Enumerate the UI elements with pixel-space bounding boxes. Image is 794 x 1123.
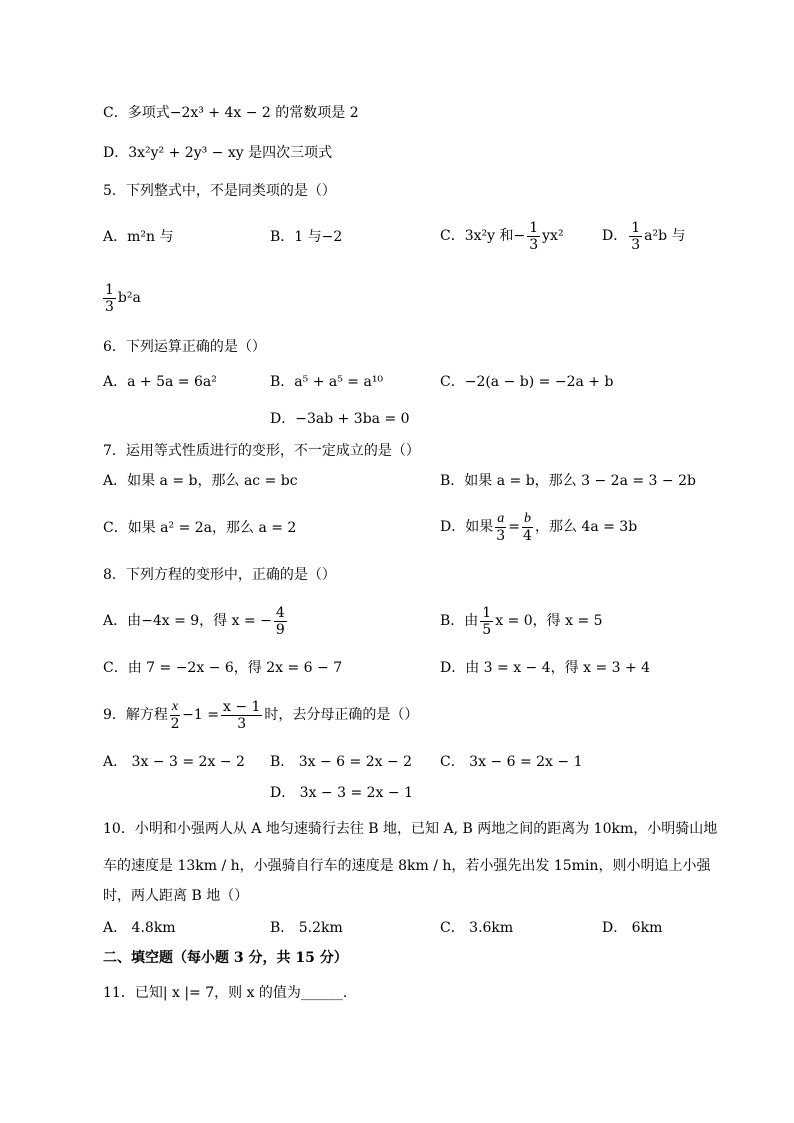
fraction-denominator: 2 bbox=[170, 715, 180, 732]
option-5c-suffix: yx² bbox=[542, 228, 564, 244]
section-heading-fill-in: 二、填空题（每小题 3 分，共 15 分） bbox=[103, 950, 348, 966]
option-5d-continued bbox=[101, 278, 141, 318]
fraction-numerator: 1 bbox=[482, 604, 492, 621]
fraction-denominator: 9 bbox=[275, 621, 285, 638]
question-9-mid: −1 = bbox=[182, 707, 219, 723]
option-4c: C．多项式−2x³ + 4x − 2 的常数项是 2 bbox=[103, 105, 359, 121]
option-4d: D．3x²y² + 2y³ − xy 是四次三项式 bbox=[103, 145, 333, 161]
option-5c bbox=[440, 216, 564, 256]
fraction-b-over-4 bbox=[522, 511, 533, 544]
option-8c: C．由 7 = −2x − 6，得 2x = 6 − 7 bbox=[103, 660, 343, 676]
question-9-prefix: 9．解方程 bbox=[103, 707, 168, 723]
option-5d-prefix: D． bbox=[602, 228, 628, 244]
option-8d: D．由 3 = x − 4，得 x = 3 + 4 bbox=[440, 660, 651, 676]
option-7d-prefix: D．如果 bbox=[440, 519, 494, 535]
question-10-line1: 10．小明和小强两人从 A 地匀速骑行去往 B 地，已知 A, B 两地之间的距离为 10km，小明骑山地 bbox=[103, 821, 718, 837]
fraction-numerator: 1 bbox=[631, 219, 641, 236]
fraction-numerator: 1 bbox=[105, 281, 114, 298]
fraction-denominator: 3 bbox=[105, 298, 114, 315]
question-10-line3: 时，两人距离 B 地（） bbox=[103, 888, 249, 904]
option-9a: A． 3x − 3 = 2x − 2 bbox=[103, 754, 245, 770]
question-9 bbox=[103, 695, 418, 735]
fraction-numerator: x bbox=[171, 698, 179, 714]
option-10d: D． 6km bbox=[602, 920, 663, 936]
question-7: 7．运用等式性质进行的变形，不一定成立的是（） bbox=[103, 443, 420, 459]
fraction-denominator: 3 bbox=[496, 527, 506, 544]
option-10c: C． 3.6km bbox=[440, 920, 514, 936]
option-5d-continued-suffix: b²a bbox=[117, 290, 141, 306]
option-9b: B． 3x − 6 = 2x − 2 bbox=[270, 754, 413, 770]
option-9c: C． 3x − 6 = 2x − 1 bbox=[440, 754, 583, 770]
option-7b: B．如果 a = b，那么 3 − 2a = 3 − 2b bbox=[440, 473, 696, 489]
option-7d-equals: = bbox=[508, 519, 520, 535]
option-6a: A．a + 5a = 6a² bbox=[103, 374, 217, 390]
option-8b-prefix: B．由 bbox=[440, 613, 479, 629]
option-5b: B．1 与−2 bbox=[270, 229, 343, 245]
option-8b bbox=[440, 601, 603, 641]
option-6c: C．−2(a − b) = −2a + b bbox=[440, 374, 614, 390]
fraction-denominator: 3 bbox=[631, 236, 641, 253]
fraction-xm1-over-3 bbox=[221, 699, 262, 732]
fraction-one-third bbox=[629, 220, 642, 253]
fraction-numerator: 4 bbox=[275, 604, 285, 621]
fraction-numerator: b bbox=[523, 510, 531, 526]
option-6b: B．a⁵ + a⁵ = a¹⁰ bbox=[270, 374, 384, 390]
fraction-1-over-5 bbox=[480, 605, 493, 638]
option-8a bbox=[103, 601, 289, 641]
question-5: 5．下列整式中，不是同类项的是（） bbox=[103, 183, 336, 199]
fraction-denominator: 3 bbox=[237, 715, 247, 732]
option-5d bbox=[602, 216, 686, 256]
option-6d: D．−3ab + 3ba = 0 bbox=[270, 411, 410, 427]
option-8b-suffix: x = 0，得 x = 5 bbox=[495, 613, 603, 629]
option-7c: C．如果 a² = 2a，那么 a = 2 bbox=[103, 520, 297, 536]
fraction-one-third bbox=[527, 220, 540, 253]
question-9-suffix: 时，去分母正确的是（） bbox=[264, 707, 419, 723]
fraction-4-over-9 bbox=[274, 605, 287, 638]
option-5c-prefix: C．3x²y 和− bbox=[440, 228, 526, 244]
question-6: 6．下列运算正确的是（） bbox=[103, 339, 266, 355]
fraction-denominator: 3 bbox=[529, 236, 539, 253]
fraction-numerator: 1 bbox=[529, 219, 539, 236]
option-7d bbox=[440, 507, 637, 547]
question-8: 8．下列方程的变形中，正确的是（） bbox=[103, 567, 336, 583]
option-7a: A．如果 a = b，那么 ac = bc bbox=[103, 473, 298, 489]
fraction-a-over-3 bbox=[495, 511, 506, 544]
option-5a: A．m²n 与 bbox=[103, 229, 174, 245]
fraction-denominator: 5 bbox=[482, 621, 492, 638]
fraction-denominator: 4 bbox=[523, 527, 532, 544]
question-10-line2: 车的速度是 13km / h，小强骑自行车的速度是 8km / h，若小强先出发 15min，则小明追上小强 bbox=[103, 858, 711, 874]
option-10a: A． 4.8km bbox=[103, 920, 176, 936]
option-8a-prefix: A．由−4x = 9，得 x = − bbox=[103, 613, 272, 629]
option-7d-suffix: ，那么 4a = 3b bbox=[534, 519, 638, 535]
option-9d: D． 3x − 3 = 2x − 1 bbox=[270, 785, 413, 801]
option-10b: B． 5.2km bbox=[270, 920, 343, 936]
question-11: 11．已知| x |= 7，则 x 的值为______. bbox=[103, 985, 348, 1001]
option-5d-suffix: a²b 与 bbox=[644, 228, 686, 244]
fraction-numerator: a bbox=[497, 510, 505, 526]
fraction-numerator: x − 1 bbox=[222, 698, 261, 715]
fraction-x-over-2 bbox=[170, 699, 180, 732]
fraction-one-third bbox=[103, 282, 116, 315]
